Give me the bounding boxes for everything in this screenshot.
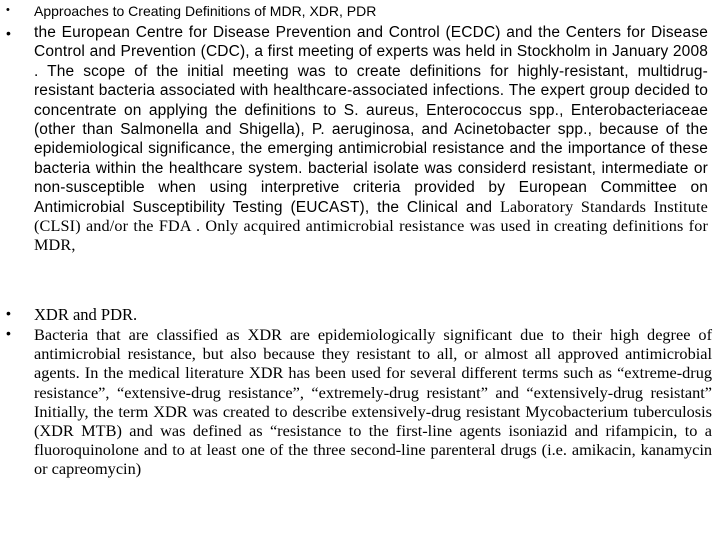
xdr-pdr-heading: XDR and PDR. — [34, 305, 138, 324]
bullet-icon: • — [6, 325, 11, 341]
bullet-icon: • — [6, 305, 11, 321]
bullet-icon: • — [6, 4, 10, 16]
paragraph-xdr-bacteria: Bacteria that are classified as XDR are epidemiologically significant due to their high degree of antimicrobial resistance, but also because they resistant to all, or almost all approved antimicrobial agents. In the medical literature XDR has been used for several different terms such as “extreme-drug resistance”, “extensive-drug resistance”, “extremely-drug resistant” and “extensively-drug resistant” Initially, the term XDR was created to describe extensively-drug resistant Mycobacterium tuberculosis (XDR MTB) and was defined as “resistance to the first-line agents isoniazid and rifampicin, to a fluoroquinolone and to at least one of the three second-line parenteral drugs (i.e. amikacin, kanamycin or capreomycin) — [34, 325, 712, 479]
paragraph-ecdc — [34, 23, 708, 256]
paragraph-ecdc-sans-text: the European Centre for Disease Prevention and Control (ECDC) and the Centers for Disease Control and Prevention (CDC), a first meeting of experts was held in Stockholm in January 2008 . The scope of the initial meeting was to create definitions for highly-resistant, multidrug-resistant bacteria associated with healthcare-associated infections. The expert group decided to concentrate on applying the definitions to S. aureus, Enterococcus spp., Enterobacteriaceae (other than Salmonella and Shigella), P. aeruginosa, and Acinetobacter spp., because of the epidemiological significance, the emerging antimicrobial resistance and the importance of these bacteria within the healthcare system. bacterial isolate was considerd resistant, intermediate or non-susceptible when using interpretive criteria provided by European Committee on Antimicrobial Susceptibility Testing (EUCAST), the Clinical and — [34, 24, 708, 216]
paragraph-ecdc-serif-text: Laboratory Standards Institute (CLSI) and/or the FDA . Only acquired antimicrobial resistance was used in creating definitions for MDR, — [34, 197, 708, 255]
bullet-icon: • — [6, 25, 11, 41]
slide-title: Approaches to Creating Definitions of MDR, XDR, PDR — [34, 3, 377, 19]
